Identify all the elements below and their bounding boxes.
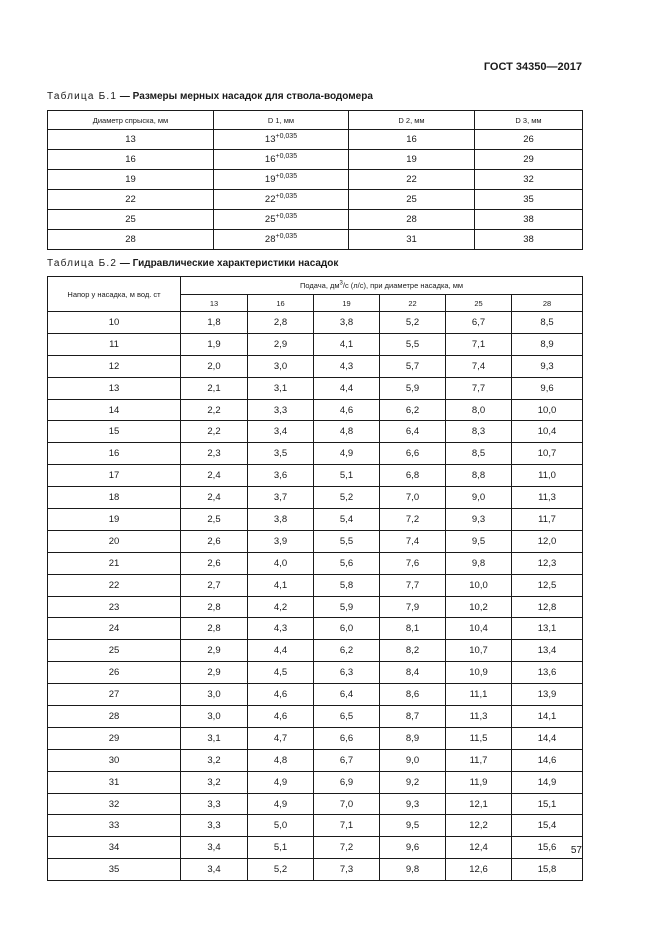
flow-cell: 2,5 — [181, 509, 248, 531]
table2-title: — Гидравлические характеристики насадок — [117, 258, 339, 269]
flow-cell: 3,3 — [181, 793, 248, 815]
flow-cell: 6,0 — [314, 618, 380, 640]
diameter-header-cell: 16 — [248, 295, 314, 312]
pressure-cell: 15 — [48, 421, 181, 443]
flow-cell: 6,8 — [380, 465, 446, 487]
d1-tolerance: +0,035 — [275, 233, 298, 240]
table2-row — [48, 727, 583, 749]
table1-body — [48, 130, 583, 250]
nozzle-diameter-cell: 28 — [48, 230, 214, 250]
flow-cell: 2,7 — [181, 574, 248, 596]
flow-cell: 3,4 — [181, 837, 248, 859]
flow-cell: 12,6 — [446, 859, 512, 881]
flow-cell: 8,8 — [446, 465, 512, 487]
flow-cell: 6,4 — [314, 684, 380, 706]
flow-cell: 4,7 — [248, 727, 314, 749]
flow-cell: 11,3 — [446, 706, 512, 728]
flow-cell: 4,9 — [314, 443, 380, 465]
flow-cell: 9,3 — [446, 509, 512, 531]
flow-cell: 9,6 — [380, 837, 446, 859]
d2-cell: 16 — [349, 130, 475, 150]
flow-cell: 9,5 — [380, 815, 446, 837]
table2-label: Таблица Б.2 — [47, 258, 118, 269]
flow-cell: 3,5 — [248, 443, 314, 465]
flow-cell: 15,8 — [512, 859, 583, 881]
table2-head-pressure: Напор у насадка, м вод. ст — [48, 277, 181, 312]
pressure-cell: 20 — [48, 530, 181, 552]
flow-cell: 9,2 — [380, 771, 446, 793]
pressure-cell: 28 — [48, 706, 181, 728]
d1-cell — [214, 170, 349, 190]
pressure-cell: 23 — [48, 596, 181, 618]
table2-row — [48, 684, 583, 706]
flow-cell: 8,4 — [380, 662, 446, 684]
flow-cell: 7,4 — [380, 530, 446, 552]
flow-cell: 6,6 — [380, 443, 446, 465]
table2-caption — [47, 258, 338, 269]
document-standard-number: ГОСТ 34350—2017 — [483, 61, 582, 73]
flow-cell: 12,0 — [512, 530, 583, 552]
flow-cell: 7,1 — [314, 815, 380, 837]
flow-cell: 10,0 — [512, 399, 583, 421]
pressure-cell: 16 — [48, 443, 181, 465]
pressure-cell: 10 — [48, 312, 181, 334]
flow-cell: 5,1 — [248, 837, 314, 859]
pressure-cell: 25 — [48, 640, 181, 662]
flow-cell: 4,3 — [314, 355, 380, 377]
d2-cell: 31 — [349, 230, 475, 250]
pressure-cell: 17 — [48, 465, 181, 487]
flow-cell: 14,9 — [512, 771, 583, 793]
flow-cell: 9,8 — [380, 859, 446, 881]
flow-cell: 3,8 — [248, 509, 314, 531]
flow-cell: 2,2 — [181, 421, 248, 443]
flow-cell: 5,8 — [314, 574, 380, 596]
flow-cell: 3,6 — [248, 465, 314, 487]
pressure-cell: 32 — [48, 793, 181, 815]
flow-cell: 4,0 — [248, 552, 314, 574]
table1-col-header: D 1, мм — [214, 111, 349, 130]
flow-cell: 7,2 — [380, 509, 446, 531]
flow-cell: 4,4 — [248, 640, 314, 662]
flow-cell: 3,2 — [181, 771, 248, 793]
flow-cell: 4,8 — [314, 421, 380, 443]
flow-cell: 14,1 — [512, 706, 583, 728]
table2-row — [48, 355, 583, 377]
flow-cell: 2,9 — [248, 333, 314, 355]
flow-cell: 2,9 — [181, 640, 248, 662]
flow-cell: 10,7 — [512, 443, 583, 465]
d1-tolerance: +0,035 — [275, 153, 298, 160]
flow-cell: 5,6 — [314, 552, 380, 574]
pressure-cell: 29 — [48, 727, 181, 749]
pressure-cell: 12 — [48, 355, 181, 377]
nozzle-diameter-cell: 13 — [48, 130, 214, 150]
flow-cell: 11,3 — [512, 487, 583, 509]
pressure-cell: 35 — [48, 859, 181, 881]
d1-cell — [214, 130, 349, 150]
flow-cell: 1,9 — [181, 333, 248, 355]
flow-cell: 4,6 — [248, 684, 314, 706]
flow-cell: 5,2 — [248, 859, 314, 881]
flow-cell: 3,8 — [314, 312, 380, 334]
diameter-header-cell: 28 — [512, 295, 583, 312]
table2-row — [48, 618, 583, 640]
flow-cell: 4,8 — [248, 749, 314, 771]
table2-row — [48, 552, 583, 574]
table2-row — [48, 815, 583, 837]
table1-row — [48, 190, 583, 210]
flow-cell: 4,6 — [314, 399, 380, 421]
flow-cell: 15,1 — [512, 793, 583, 815]
table2-row — [48, 574, 583, 596]
flow-cell: 2,8 — [248, 312, 314, 334]
flow-cell: 2,8 — [181, 596, 248, 618]
table1-caption — [47, 91, 373, 102]
flow-cell: 1,8 — [181, 312, 248, 334]
flow-cell: 10,0 — [446, 574, 512, 596]
flow-cell: 2,6 — [181, 530, 248, 552]
d1-tolerance: +0,035 — [275, 213, 298, 220]
flow-cell: 2,8 — [181, 618, 248, 640]
flow-cell: 4,6 — [248, 706, 314, 728]
d1-value: 28 — [264, 234, 276, 245]
d1-value: 13 — [264, 134, 276, 145]
flow-cell: 3,0 — [181, 684, 248, 706]
pressure-cell: 22 — [48, 574, 181, 596]
table2-row — [48, 487, 583, 509]
flow-cell: 15,6 — [512, 837, 583, 859]
flow-cell: 5,9 — [314, 596, 380, 618]
d1-value: 22 — [264, 194, 276, 205]
flow-cell: 2,2 — [181, 399, 248, 421]
flow-cell: 2,9 — [181, 662, 248, 684]
flow-cell: 6,7 — [446, 312, 512, 334]
flow-cell: 11,5 — [446, 727, 512, 749]
flow-cell: 3,2 — [181, 749, 248, 771]
flow-cell: 13,6 — [512, 662, 583, 684]
diameter-header-cell: 22 — [380, 295, 446, 312]
flow-cell: 7,0 — [380, 487, 446, 509]
d1-cell — [214, 230, 349, 250]
flow-cell: 6,3 — [314, 662, 380, 684]
flow-cell: 8,2 — [380, 640, 446, 662]
flow-cell: 3,4 — [181, 859, 248, 881]
flow-cell: 7,0 — [314, 793, 380, 815]
flow-cell: 3,1 — [181, 727, 248, 749]
flow-cell: 6,2 — [314, 640, 380, 662]
flow-cell: 5,5 — [314, 530, 380, 552]
table1-col-header: Диаметр спрыска, мм — [48, 111, 214, 130]
flow-cell: 3,0 — [248, 355, 314, 377]
flow-cell: 4,4 — [314, 377, 380, 399]
flow-cell: 8,5 — [446, 443, 512, 465]
d1-value: 16 — [264, 154, 276, 165]
flow-cell: 8,9 — [512, 333, 583, 355]
flow-cell: 2,0 — [181, 355, 248, 377]
flow-cell: 5,9 — [380, 377, 446, 399]
table1-title: — Размеры мерных насадок для ствола-водомера — [117, 91, 373, 102]
table2-row — [48, 312, 583, 334]
flow-cell: 10,7 — [446, 640, 512, 662]
d3-cell: 29 — [475, 150, 583, 170]
flow-cell: 9,6 — [512, 377, 583, 399]
cubic-exponent: 3 — [339, 280, 343, 287]
d1-value: 25 — [264, 214, 276, 225]
flow-cell: 2,3 — [181, 443, 248, 465]
flow-cell: 5,7 — [380, 355, 446, 377]
table2-row — [48, 399, 583, 421]
table2-row — [48, 771, 583, 793]
flow-cell: 4,9 — [248, 793, 314, 815]
d2-cell: 28 — [349, 210, 475, 230]
flow-cell: 8,7 — [380, 706, 446, 728]
diameter-header-cell: 25 — [446, 295, 512, 312]
flow-cell: 12,2 — [446, 815, 512, 837]
pressure-cell: 18 — [48, 487, 181, 509]
flow-cell: 2,4 — [181, 465, 248, 487]
pressure-cell: 13 — [48, 377, 181, 399]
flow-cell: 6,2 — [380, 399, 446, 421]
table1-row — [48, 230, 583, 250]
d2-cell: 19 — [349, 150, 475, 170]
nozzle-diameter-cell: 19 — [48, 170, 214, 190]
pressure-cell: 24 — [48, 618, 181, 640]
flow-cell: 12,5 — [512, 574, 583, 596]
flow-cell: 11,7 — [446, 749, 512, 771]
flow-cell: 7,3 — [314, 859, 380, 881]
table1-row — [48, 150, 583, 170]
table2-row — [48, 377, 583, 399]
flow-cell: 8,5 — [512, 312, 583, 334]
table2-row — [48, 640, 583, 662]
flow-cell: 10,9 — [446, 662, 512, 684]
flow-cell: 3,1 — [248, 377, 314, 399]
table2-body — [48, 312, 583, 881]
flow-cell: 13,1 — [512, 618, 583, 640]
d2-cell: 25 — [349, 190, 475, 210]
table1-col-header: D 2, мм — [349, 111, 475, 130]
flow-cell: 9,5 — [446, 530, 512, 552]
table2-row — [48, 859, 583, 881]
table2-row — [48, 749, 583, 771]
pressure-cell: 26 — [48, 662, 181, 684]
nozzle-diameter-cell: 25 — [48, 210, 214, 230]
flow-cell: 12,8 — [512, 596, 583, 618]
flow-cell: 3,0 — [181, 706, 248, 728]
pressure-cell: 31 — [48, 771, 181, 793]
flow-cell: 2,6 — [181, 552, 248, 574]
pressure-cell: 27 — [48, 684, 181, 706]
pressure-cell: 30 — [48, 749, 181, 771]
flow-cell: 6,6 — [314, 727, 380, 749]
d3-cell: 35 — [475, 190, 583, 210]
table2-head-flow-text: Подача, $дм^3/с$ (л/с), при диаметре насадка, мм — [299, 280, 464, 291]
flow-cell: 2,4 — [181, 487, 248, 509]
flow-cell: 3,9 — [248, 530, 314, 552]
flow-cell: 4,3 — [248, 618, 314, 640]
flow-cell: 7,1 — [446, 333, 512, 355]
flow-cell: 3,7 — [248, 487, 314, 509]
flow-cell: 5,4 — [314, 509, 380, 531]
table1-header-row — [48, 111, 583, 130]
flow-cell: 15,4 — [512, 815, 583, 837]
pressure-cell: 14 — [48, 399, 181, 421]
table1-label: Таблица Б.1 — [47, 91, 118, 102]
table2-row — [48, 465, 583, 487]
table1-col-header: D 3, мм — [475, 111, 583, 130]
table1-row — [48, 130, 583, 150]
table2-header-row — [48, 277, 583, 295]
flow-cell: 13,9 — [512, 684, 583, 706]
pressure-cell: 33 — [48, 815, 181, 837]
flow-cell: 9,3 — [512, 355, 583, 377]
pressure-cell: 21 — [48, 552, 181, 574]
flow-cell: 10,2 — [446, 596, 512, 618]
d1-cell — [214, 210, 349, 230]
table2-row — [48, 596, 583, 618]
flow-cell: 5,1 — [314, 465, 380, 487]
flow-cell: 7,7 — [380, 574, 446, 596]
flow-cell: 11,7 — [512, 509, 583, 531]
d1-cell — [214, 150, 349, 170]
table2-row — [48, 421, 583, 443]
d1-tolerance: +0,035 — [275, 173, 298, 180]
flow-cell: 6,9 — [314, 771, 380, 793]
d3-cell: 26 — [475, 130, 583, 150]
flow-cell: 3,3 — [248, 399, 314, 421]
flow-cell: 5,0 — [248, 815, 314, 837]
table2-row — [48, 662, 583, 684]
table2-row — [48, 443, 583, 465]
d1-cell — [214, 190, 349, 210]
d2-cell: 22 — [349, 170, 475, 190]
d3-cell: 38 — [475, 230, 583, 250]
nozzle-diameter-cell: 22 — [48, 190, 214, 210]
flow-cell: 13,4 — [512, 640, 583, 662]
flow-cell: 12,3 — [512, 552, 583, 574]
d3-cell: 32 — [475, 170, 583, 190]
table2-row — [48, 837, 583, 859]
d1-tolerance: +0,035 — [275, 133, 298, 140]
flow-cell: 9,3 — [380, 793, 446, 815]
flow-cell: 14,4 — [512, 727, 583, 749]
table1-row — [48, 210, 583, 230]
table2-row — [48, 706, 583, 728]
flow-cell: 3,4 — [248, 421, 314, 443]
flow-cell: 11,9 — [446, 771, 512, 793]
flow-cell: 4,5 — [248, 662, 314, 684]
flow-cell: 4,9 — [248, 771, 314, 793]
table2-row — [48, 509, 583, 531]
flow-cell: 4,1 — [314, 333, 380, 355]
diameter-header-cell: 19 — [314, 295, 380, 312]
flow-cell: 5,5 — [380, 333, 446, 355]
flow-cell: 4,2 — [248, 596, 314, 618]
table1-row — [48, 170, 583, 190]
table2-row — [48, 793, 583, 815]
flow-cell: 9,0 — [380, 749, 446, 771]
pressure-cell: 34 — [48, 837, 181, 859]
flow-cell: 5,2 — [314, 487, 380, 509]
flow-cell: 7,4 — [446, 355, 512, 377]
flow-cell: 12,4 — [446, 837, 512, 859]
flow-cell: 9,8 — [446, 552, 512, 574]
flow-cell: 14,6 — [512, 749, 583, 771]
flow-cell: 8,3 — [446, 421, 512, 443]
table2-row — [48, 333, 583, 355]
page-number: 57 — [570, 845, 582, 856]
nozzle-dimensions-table — [47, 110, 583, 250]
flow-cell: 9,0 — [446, 487, 512, 509]
flow-cell: 8,6 — [380, 684, 446, 706]
pressure-cell: 11 — [48, 333, 181, 355]
table2-head-flow — [181, 277, 583, 295]
flow-cell: 11,1 — [446, 684, 512, 706]
flow-cell: 4,1 — [248, 574, 314, 596]
flow-cell: 6,5 — [314, 706, 380, 728]
flow-cell: 7,2 — [314, 837, 380, 859]
flow-cell: 8,0 — [446, 399, 512, 421]
flow-cell: 3,3 — [181, 815, 248, 837]
flow-cell: 7,9 — [380, 596, 446, 618]
flow-cell: 8,1 — [380, 618, 446, 640]
d1-value: 19 — [264, 174, 276, 185]
flow-cell: 7,6 — [380, 552, 446, 574]
table2-row — [48, 530, 583, 552]
flow-cell: 2,1 — [181, 377, 248, 399]
flow-cell: 7,7 — [446, 377, 512, 399]
flow-cell: 12,1 — [446, 793, 512, 815]
flow-cell: 6,4 — [380, 421, 446, 443]
nozzle-diameter-cell: 16 — [48, 150, 214, 170]
flow-cell: 5,2 — [380, 312, 446, 334]
pressure-cell: 19 — [48, 509, 181, 531]
d3-cell: 38 — [475, 210, 583, 230]
flow-cell: 10,4 — [446, 618, 512, 640]
hydraulic-characteristics-table — [47, 276, 583, 881]
flow-cell: 6,7 — [314, 749, 380, 771]
flow-cell: 10,4 — [512, 421, 583, 443]
flow-cell: 11,0 — [512, 465, 583, 487]
d1-tolerance: +0,035 — [275, 193, 298, 200]
flow-cell: 8,9 — [380, 727, 446, 749]
diameter-header-cell: 13 — [181, 295, 248, 312]
